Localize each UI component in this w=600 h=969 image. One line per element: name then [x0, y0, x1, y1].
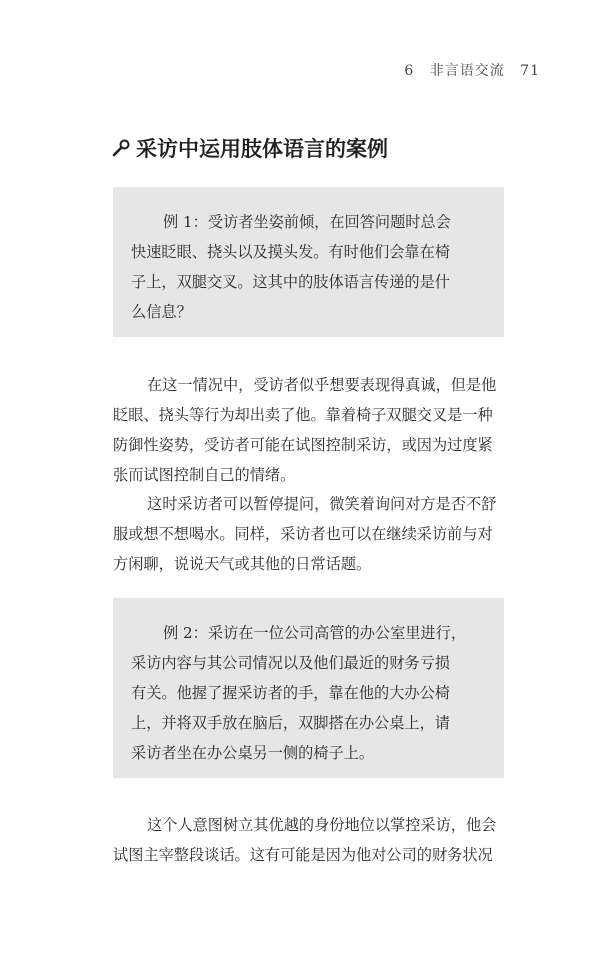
example1-line: 子上，双腿交叉。这其中的肢体语言传递的是什 — [131, 273, 450, 291]
paragraph3-line: 试图主宰整段谈话。这有可能是因为他对公司的财务状况 — [113, 846, 493, 864]
example2-line: 采访内容与其公司情况以及他们最近的财务亏损 — [131, 654, 450, 672]
section-title-text: 采访中运用肢体语言的案例 — [136, 137, 388, 161]
chapter-number: 6 — [404, 63, 415, 79]
example1-line: 么信息？ — [131, 303, 192, 321]
example-box-2 — [113, 598, 504, 778]
paragraph-3 — [113, 810, 508, 870]
paragraph2-line: 服或想不想喝水。同样，采访者也可以在继续采访前与对 — [113, 525, 493, 543]
page-number: 71 — [520, 63, 540, 79]
microphone-icon — [112, 139, 130, 157]
paragraph1-line: 张而试图控制自己的情绪。 — [113, 466, 296, 484]
paragraph-1 — [113, 370, 508, 490]
paragraph1-line: 在这一情况中，受访者似乎想要表现得真诚，但是他 — [147, 376, 497, 394]
running-header — [394, 60, 540, 80]
section-title — [112, 133, 388, 163]
chapter-title: 非言语交流 — [429, 63, 505, 79]
example1-line: 快速眨眼、挠头以及摸头发。有时他们会靠在椅 — [131, 243, 450, 261]
paragraph2-line: 方闲聊，说说天气或其他的日常话题。 — [113, 555, 372, 573]
paragraph2-line: 这时采访者可以暂停提问，微笑着询问对方是否不舒 — [147, 495, 497, 513]
paragraph1-line: 眨眼、挠头等行为却出卖了他。靠着椅子双腿交叉是一种 — [113, 406, 493, 424]
example2-line: 上，并将双手放在脑后，双脚搭在办公桌上，请 — [131, 714, 450, 732]
example-box-1 — [113, 187, 504, 337]
paragraph1-line: 防御性姿势，受访者可能在试图控制采访，或因为过度紧 — [113, 436, 493, 454]
paragraph-2 — [113, 489, 508, 579]
example2-line: 采访者坐在办公桌另一侧的椅子上。 — [131, 744, 374, 762]
paragraph3-line: 这个人意图树立其优越的身份地位以掌控采访，他会 — [147, 816, 497, 834]
example2-line: 例 2：采访在一位公司高管的办公室里进行， — [163, 624, 467, 642]
example1-line: 例 1：受访者坐姿前倾，在回答问题时总会 — [163, 213, 451, 231]
example2-line: 有关。他握了握采访者的手，靠在他的大办公椅 — [131, 684, 450, 702]
